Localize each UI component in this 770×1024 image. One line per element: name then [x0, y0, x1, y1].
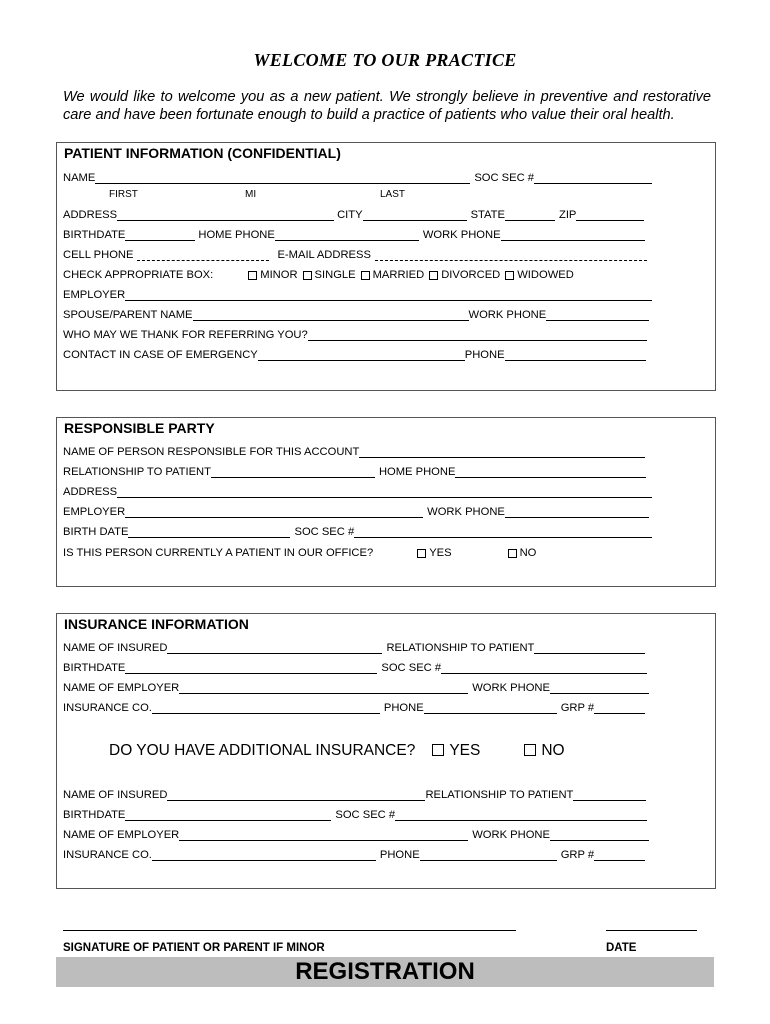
- married-checkbox[interactable]: [361, 271, 370, 280]
- additional-yes-checkbox[interactable]: [432, 744, 444, 756]
- insurance-co-row: [63, 700, 645, 714]
- cell-phone-field[interactable]: [137, 249, 269, 261]
- responsible-name-field[interactable]: [359, 446, 645, 458]
- emergency-phone-field[interactable]: [505, 349, 646, 361]
- responsible-birth-date-label: BIRTH DATE: [63, 526, 129, 538]
- insured2-work-phone-label: WORK PHONE: [472, 829, 550, 841]
- grp2-label: GRP #: [560, 849, 595, 861]
- insured2-birthdate-row: [63, 807, 647, 821]
- insured-birthdate-field[interactable]: [125, 662, 377, 674]
- insured-employer-row: [63, 680, 649, 694]
- current-patient-yes-label: YES: [429, 547, 452, 559]
- insured2-birthdate-label: BIRTHDATE: [63, 809, 126, 821]
- additional-insurance-label: DO YOU HAVE ADDITIONAL INSURANCE?: [109, 742, 416, 759]
- cell-phone-label: CELL PHONE: [63, 249, 134, 261]
- responsible-address-field[interactable]: [117, 486, 652, 498]
- responsible-address-row: [63, 484, 652, 498]
- referral-label: WHO MAY WE THANK FOR REFERRING YOU?: [63, 329, 308, 341]
- referral-row: [63, 327, 647, 341]
- marital-status-row: [63, 267, 574, 281]
- widowed-checkbox[interactable]: [505, 271, 514, 280]
- responsible-name-row: [63, 444, 645, 458]
- insurance-co-field[interactable]: [152, 702, 380, 714]
- address-field[interactable]: [117, 209, 334, 221]
- responsible-party-heading: RESPONSIBLE PARTY: [64, 420, 215, 436]
- responsible-birth-date-field[interactable]: [128, 526, 290, 538]
- responsible-relationship-row: [63, 464, 646, 478]
- insurance-heading: INSURANCE INFORMATION: [64, 616, 249, 632]
- registration-banner: [56, 957, 714, 987]
- responsible-work-phone-label: WORK PHONE: [427, 506, 505, 518]
- spouse-row: [63, 307, 649, 321]
- responsible-party-section: [56, 417, 716, 587]
- spouse-field[interactable]: [193, 309, 469, 321]
- insured-employer-field[interactable]: [179, 682, 468, 694]
- address-row: [63, 207, 644, 221]
- email-label: E-MAIL ADDRESS: [277, 249, 371, 261]
- insurance2-phone-label: PHONE: [379, 849, 420, 861]
- responsible-home-phone-field[interactable]: [455, 466, 646, 478]
- patient-info-heading: PATIENT INFORMATION (CONFIDENTIAL): [64, 145, 341, 161]
- work-phone-field[interactable]: [501, 229, 645, 241]
- state-label: STATE: [470, 209, 505, 221]
- name-label: NAME: [63, 172, 96, 184]
- insured2-employer-row: [63, 827, 649, 841]
- employer-label: EMPLOYER: [63, 289, 126, 301]
- minor-checkbox[interactable]: [248, 271, 257, 280]
- responsible-employer-label: EMPLOYER: [63, 506, 126, 518]
- additional-insurance-row: [109, 742, 565, 760]
- city-label: CITY: [337, 209, 363, 221]
- name-row: [63, 170, 652, 184]
- spouse-work-phone-label: WORK PHONE: [468, 309, 547, 321]
- check-box-label: CHECK APPROPRIATE BOX:: [63, 269, 214, 281]
- insurance-co-label: INSURANCE CO.: [63, 702, 152, 714]
- responsible-name-label: NAME OF PERSON RESPONSIBLE FOR THIS ACCOUNT: [63, 446, 360, 458]
- signature-label: SIGNATURE OF PATIENT OR PARENT IF MINOR: [63, 942, 325, 954]
- responsible-work-phone-field[interactable]: [505, 506, 649, 518]
- emergency-label: CONTACT IN CASE OF EMERGENCY: [63, 349, 258, 361]
- home-phone-field[interactable]: [275, 229, 419, 241]
- insured-name-label: NAME OF INSURED: [63, 642, 168, 654]
- zip-label: ZIP: [558, 209, 577, 221]
- date-line[interactable]: [606, 930, 697, 931]
- insurance2-co-field[interactable]: [152, 849, 376, 861]
- emergency-field[interactable]: [258, 349, 465, 361]
- insurance2-co-label: INSURANCE CO.: [63, 849, 152, 861]
- current-patient-no-label: NO: [519, 547, 537, 559]
- last-sublabel: LAST: [380, 189, 406, 200]
- insured2-soc-sec-field[interactable]: [395, 809, 647, 821]
- page-title: WELCOME TO OUR PRACTICE: [253, 50, 517, 70]
- responsible-employer-row: [63, 504, 649, 518]
- spouse-label: SPOUSE/PARENT NAME: [63, 309, 193, 321]
- grp2-field[interactable]: [594, 849, 645, 861]
- responsible-soc-sec-label: SOC SEC #: [294, 526, 355, 538]
- responsible-relationship-field[interactable]: [211, 466, 375, 478]
- current-patient-yes-checkbox[interactable]: [417, 549, 426, 558]
- zip-field[interactable]: [576, 209, 644, 221]
- insured-name-field[interactable]: [167, 642, 382, 654]
- current-patient-no-checkbox[interactable]: [508, 549, 517, 558]
- insured2-birthdate-field[interactable]: [125, 809, 331, 821]
- insured-work-phone-label: WORK PHONE: [472, 682, 550, 694]
- insurance2-co-row: [63, 847, 645, 861]
- city-field[interactable]: [363, 209, 467, 221]
- insured-birthdate-row: [63, 660, 647, 674]
- divorced-label: DIVORCED: [441, 269, 501, 281]
- current-patient-label: IS THIS PERSON CURRENTLY A PATIENT IN OUR OFFICE?: [63, 547, 374, 559]
- insured2-employer-label: NAME OF EMPLOYER: [63, 829, 180, 841]
- widowed-label: WIDOWED: [517, 269, 574, 281]
- soc-sec-label: SOC SEC #: [474, 172, 535, 184]
- insured-soc-sec-field[interactable]: [441, 662, 647, 674]
- insured-employer-label: NAME OF EMPLOYER: [63, 682, 180, 694]
- insured2-work-phone-field[interactable]: [550, 829, 649, 841]
- referral-field[interactable]: [308, 329, 647, 341]
- insured-relationship-field[interactable]: [534, 642, 645, 654]
- responsible-soc-sec-field[interactable]: [354, 526, 652, 538]
- insured2-relationship-label: RELATIONSHIP TO PATIENT: [425, 789, 574, 801]
- insured2-employer-field[interactable]: [179, 829, 468, 841]
- spouse-work-phone-field[interactable]: [546, 309, 649, 321]
- employer-field[interactable]: [125, 289, 652, 301]
- mi-sublabel: MI: [245, 189, 257, 200]
- email-field[interactable]: [375, 249, 647, 261]
- insurance-phone-label: PHONE: [383, 702, 424, 714]
- birthdate-row: [63, 227, 645, 241]
- work-phone-label: WORK PHONE: [422, 229, 501, 241]
- married-label: MARRIED: [372, 269, 425, 281]
- home-phone-label: HOME PHONE: [198, 229, 275, 241]
- insurance-phone-field[interactable]: [424, 702, 557, 714]
- insured2-name-field[interactable]: [167, 789, 425, 801]
- intro-paragraph: We would like to welcome you as a new patient. We strongly believe in preventive and restorative care and have been fortunate enough to build a practice of patients who value their oral health.: [63, 89, 711, 123]
- current-patient-row: [63, 545, 536, 559]
- registration-title: REGISTRATION: [295, 958, 475, 985]
- additional-no-checkbox[interactable]: [524, 744, 536, 756]
- grp-label: GRP #: [560, 702, 595, 714]
- insured-relationship-label: RELATIONSHIP TO PATIENT: [386, 642, 535, 654]
- first-sublabel: FIRST: [109, 189, 138, 200]
- emergency-phone-label: PHONE: [464, 349, 505, 361]
- date-label: DATE: [606, 942, 637, 954]
- insured-work-phone-field[interactable]: [550, 682, 649, 694]
- address-label: ADDRESS: [63, 209, 118, 221]
- insured2-soc-sec-label: SOC SEC #: [335, 809, 396, 821]
- responsible-home-phone-label: HOME PHONE: [378, 466, 456, 478]
- insured2-name-label: NAME OF INSURED: [63, 789, 168, 801]
- birthdate-field[interactable]: [125, 229, 195, 241]
- emergency-row: [63, 347, 646, 361]
- insured2-relationship-field[interactable]: [573, 789, 646, 801]
- insured-birthdate-label: BIRTHDATE: [63, 662, 126, 674]
- soc-sec-field[interactable]: [534, 172, 652, 184]
- grp-field[interactable]: [594, 702, 645, 714]
- insured-name-row: [63, 640, 645, 654]
- birthdate-label: BIRTHDATE: [63, 229, 126, 241]
- name-field[interactable]: [95, 172, 470, 184]
- state-field[interactable]: [505, 209, 555, 221]
- employer-row: [63, 287, 652, 301]
- insurance2-phone-field[interactable]: [420, 849, 557, 861]
- responsible-employer-field[interactable]: [125, 506, 423, 518]
- single-checkbox[interactable]: [303, 271, 312, 280]
- additional-no-label: NO: [541, 742, 565, 759]
- insured2-name-row: [63, 787, 646, 801]
- responsible-address-label: ADDRESS: [63, 486, 118, 498]
- insured-soc-sec-label: SOC SEC #: [381, 662, 442, 674]
- responsible-birth-row: [63, 524, 652, 538]
- divorced-checkbox[interactable]: [429, 271, 438, 280]
- cell-phone-row: [63, 247, 647, 261]
- additional-yes-label: YES: [449, 742, 481, 759]
- single-label: SINGLE: [314, 269, 356, 281]
- responsible-relationship-label: RELATIONSHIP TO PATIENT: [63, 466, 211, 478]
- signature-line[interactable]: [63, 930, 516, 931]
- minor-label: MINOR: [260, 269, 298, 281]
